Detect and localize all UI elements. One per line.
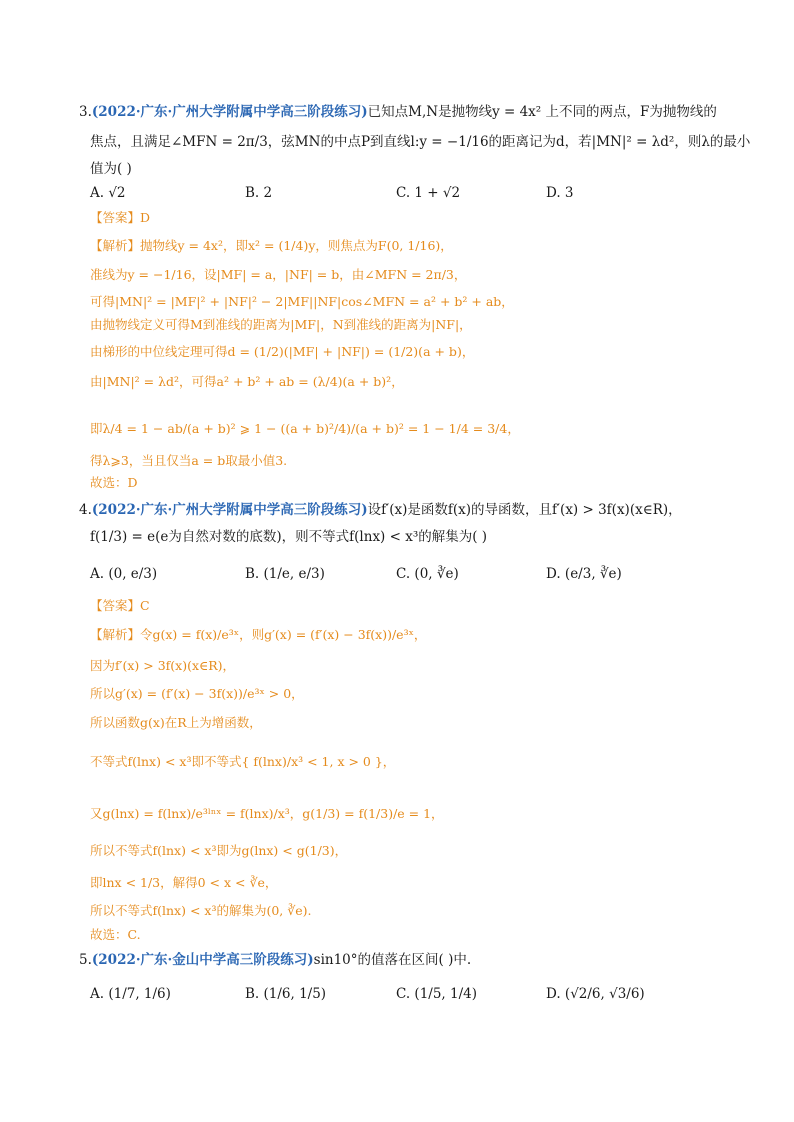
explanation-3-line-5: 由梯形的中位线定理可得d = (1/2)(|MF| + |NF|) = (1/2)(a + b)，: [90, 344, 475, 359]
option-c: C. (0, ∛e): [396, 566, 459, 582]
explanation-4-line-4: 所以函数g(x)在R上为增函数，: [90, 715, 262, 730]
explanation-3-line-2: 准线为y = −1/16，设|MF| = a，|NF| = b，由∠MFN = 2π/3，: [90, 267, 467, 282]
option-a: A. (1/7, 1/6): [90, 986, 171, 1002]
option-a: A. √2: [90, 185, 126, 201]
question-text: 设f′(x)是函数f(x)的导函数，且f′(x) > 3f(x)(x∈R)，: [367, 502, 682, 518]
question-number: 4.: [79, 502, 92, 518]
explanation-3-line-4: 由抛物线定义可得M到准线的距离为|MF|，N到准线的距离为|NF|，: [90, 317, 472, 332]
explanation-4-line-2: 因为f′(x) > 3f(x)(x∈R)，: [90, 658, 236, 673]
question-4-line-2: f(1/3) = e(e为自然对数的底数)，则不等式f(lnx) < x³的解集为( ): [90, 529, 488, 545]
option-d: D. 3: [546, 185, 574, 201]
explanation-4-line-5: 不等式f(lnx) < x³即不等式{ f(lnx)/x³ < 1, x > 0 }，: [90, 754, 396, 769]
explanation-4-line-7: 所以不等式f(lnx) < x³即为g(lnx) < g(1/3)，: [90, 843, 348, 858]
question-number: 5.: [79, 952, 92, 968]
explanation-3-line-3: 可得|MN|² = |MF|² + |NF|² − 2|MF||NF|cos∠MFN = a² + b² + ab，: [90, 294, 514, 309]
option-d: D. (√2/6, √3/6): [546, 986, 645, 1002]
explanation-3-line-6: 由|MN|² = λd²，可得a² + b² + ab = (λ/4)(a + b)²，: [90, 374, 404, 389]
option-b: B. (1/6, 1/5): [245, 986, 327, 1002]
option-b: B. 2: [245, 185, 273, 201]
explanation-3-line-9: 故选：D: [90, 475, 138, 490]
option-a: A. (0, e/3): [90, 566, 158, 582]
explanation-4-line-9: 所以不等式f(lnx) < x³的解集为(0, ∛e).: [90, 903, 312, 918]
question-3-line-2: 焦点，且满足∠MFN = 2π/3，弦MN的中点P到直线l:y = −1/16的距离记为d，若|MN|² = λd²，则λ的最小: [90, 134, 751, 150]
question-3-line-3: 值为( ): [90, 161, 132, 177]
question-4-line-1: [79, 501, 682, 519]
option-c: C. 1 + √2: [396, 185, 461, 201]
question-3-line-1: [79, 103, 717, 121]
answer-3: 【答案】D: [90, 210, 151, 225]
explanation-3-line-8: 得λ⩾3，当且仅当a = b取最小值3.: [90, 453, 288, 468]
option-c: C. (1/5, 1/4): [396, 986, 477, 1002]
question-number: 3.: [79, 104, 92, 120]
question-source: (2022·广东·广州大学附属中学高三阶段练习): [91, 502, 368, 518]
question-source: (2022·广东·金山中学高三阶段练习): [91, 952, 314, 968]
explanation-3-line-7: 即λ/4 = 1 − ab/(a + b)² ⩾ 1 − ((a + b)²/4)/(a + b)² = 1 − 1/4 = 3/4，: [90, 421, 520, 436]
explanation-3-line-1: 【解析】抛物线y = 4x²，即x² = (1/4)y，则焦点为F(0, 1/16)，: [90, 238, 453, 253]
explanation-4-line-10: 故选：C.: [90, 927, 141, 942]
explanation-4-line-1: 【解析】令g(x) = f(x)/e³ˣ，则g′(x) = (f′(x) − 3f(x))/e³ˣ，: [90, 627, 427, 642]
question-5-line-1: [79, 951, 471, 969]
question-text: 已知点M,N是抛物线y = 4x² 上不同的两点，F为抛物线的: [367, 104, 717, 120]
explanation-4-line-3: 所以g′(x) = (f′(x) − 3f(x))/e³ˣ > 0，: [90, 686, 304, 701]
option-d: D. (e/3, ∛e): [546, 566, 622, 582]
answer-4: 【答案】C: [90, 598, 150, 613]
question-source: (2022·广东·广州大学附属中学高三阶段练习): [91, 104, 368, 120]
explanation-4-line-8: 即lnx < 1/3，解得0 < x < ∛e，: [90, 875, 278, 890]
option-b: B. (1/e, e/3): [245, 566, 325, 582]
explanation-4-line-6: 又g(lnx) = f(lnx)/e³ˡⁿˣ = f(lnx)/x³，g(1/3) = f(1/3)/e = 1，: [90, 806, 444, 821]
question-text: sin10°的值落在区间( )中.: [313, 952, 472, 968]
